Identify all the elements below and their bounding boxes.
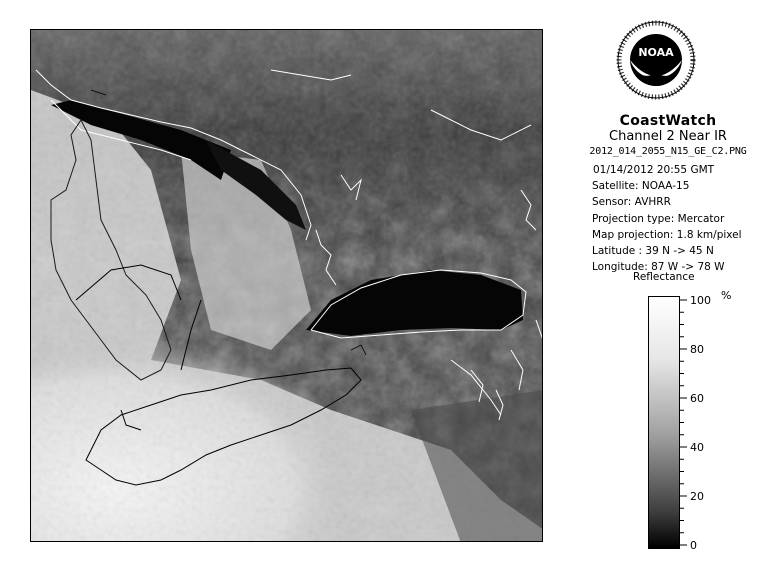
colorbar-tick-label: 0 bbox=[690, 539, 697, 549]
noaa-logo-text: NOAA bbox=[638, 46, 674, 59]
colorbar-tick-label: 60 bbox=[690, 392, 704, 405]
metadata-satellite: Satellite: NOAA-15 bbox=[592, 180, 690, 193]
colorbar-unit: % bbox=[721, 289, 732, 302]
colorbar-tick-label: 40 bbox=[690, 441, 704, 454]
colorbar-tick-label: 20 bbox=[690, 490, 704, 503]
colorbar-title: Reflectance bbox=[633, 271, 695, 283]
metadata-map-projection: Map projection: 1.8 km/pixel bbox=[592, 228, 742, 241]
metadata-longitude: Longitude: 87 W -> 78 W bbox=[592, 261, 725, 274]
channel-label: Channel 2 Near IR bbox=[609, 129, 727, 144]
colorbar bbox=[648, 296, 680, 549]
colorbar-ticks bbox=[680, 296, 720, 549]
colorbar-tick-label: 80 bbox=[690, 343, 704, 356]
colorbar-tick-label: 100 bbox=[690, 296, 711, 307]
metadata-projection-type: Projection type: Mercator bbox=[592, 212, 725, 225]
metadata-sensor: Sensor: AVHRR bbox=[592, 196, 671, 209]
brand-title: CoastWatch bbox=[619, 113, 717, 129]
filename-label: 2012_014_2055_N15_GE_C2.PNG bbox=[589, 146, 747, 157]
noaa-logo bbox=[616, 20, 696, 112]
satellite-image bbox=[30, 29, 543, 542]
metadata-latitude: Latitude : 39 N -> 45 N bbox=[592, 245, 714, 258]
metadata-block bbox=[592, 162, 742, 275]
metadata-date: 01/14/2012 20:55 GMT bbox=[593, 164, 715, 176]
